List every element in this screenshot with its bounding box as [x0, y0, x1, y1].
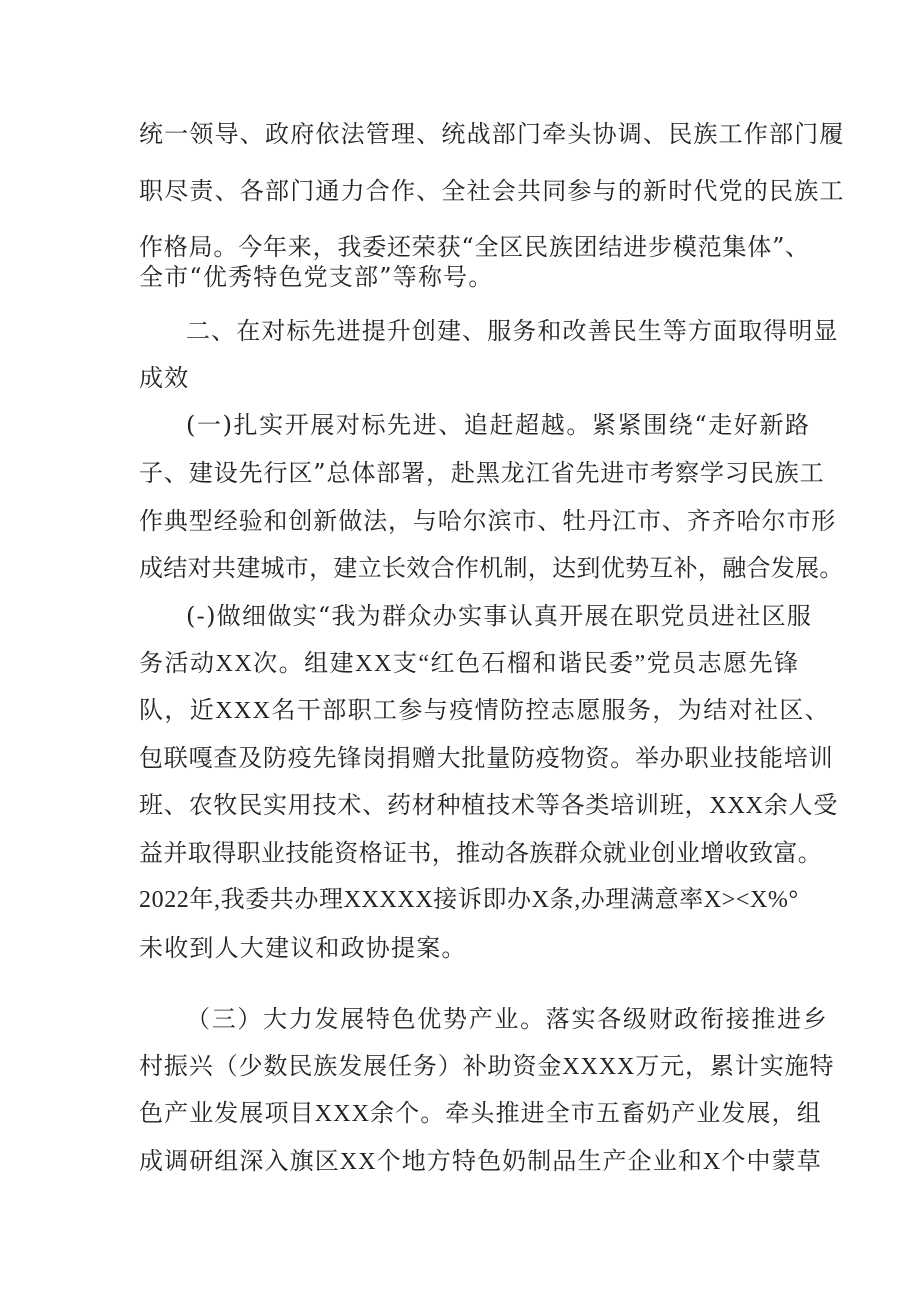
body-text-line: 作格局。今年来，我委还荣获“全区民族团结进步模范集体”、 — [139, 233, 810, 261]
body-text-line: 班、农牧民实用技术、药材种植技术等各类培训班，XXX余人受 — [139, 793, 839, 819]
body-text-line: 成调研组深入旗区XX个地方特色奶制品生产企业和X个中蒙草 — [139, 1149, 822, 1175]
body-text-line: 包联嘎查及防疫先锋岗捐赠大批量防疫物资。举办职业技能培训 — [139, 744, 834, 772]
section-heading: 二、在对标先进提升创建、服务和改善民生等方面取得明显 — [186, 317, 839, 345]
body-text-line: 职尽责、各部门通力合作、全社会共同参与的新时代党的民族工 — [139, 177, 845, 205]
subsection-heading: (一)扎实开展对标先进、追赶超越。紧紧围绕“走好新路 — [186, 411, 811, 439]
section-heading-continued: 成效 — [139, 364, 190, 392]
body-text-line: 统一领导、政府依法管理、统战部门牵头协调、民族工作部门履 — [139, 120, 845, 148]
body-text-line: 子、建设先行区”总体部署，赴黑龙江省先进市考察学习民族工 — [139, 459, 825, 487]
body-text-line: 务活动XX次。组建XX支“红色石榴和谐民委”党员志愿先锋 — [139, 651, 800, 677]
subsection-heading: (-)做细做实“我为群众办实事认真开展在职党员进社区服 — [186, 602, 813, 630]
body-text-line: 全市“优秀特色党支部”等称号。 — [139, 263, 494, 291]
body-text-line: 作典型经验和创新做法，与哈尔滨市、牡丹江市、齐齐哈尔市形 — [139, 507, 837, 535]
body-text-line: 村振兴（少数民族发展任务）补助资金XXXX万元，累计实施特 — [139, 1054, 835, 1080]
body-text-line: 益并取得职业技能资格证书，推动各族群众就业创业增收致富。 — [139, 839, 823, 867]
body-text-line: 队，近XXX名干部职工参与疫情防控志愿服务，为结对社区、 — [139, 698, 831, 724]
body-text-line: 成结对共建城市，建立长效合作机制，达到优势互补，融合发展。 — [139, 554, 844, 582]
body-text-line: 2022年,我委共办理XXXXX接诉即办X条,办理满意率X><X%° — [139, 887, 799, 913]
body-text-line: 未收到人大建议和政协提案。 — [139, 934, 467, 962]
subsection-heading: （三）大力发展特色优势产业。落实各级财政衔接推进乡 — [186, 1005, 829, 1033]
body-text-line: 色产业发展项目XXX余个。牵头推进全市五畜奶产业发展，组 — [139, 1101, 822, 1127]
